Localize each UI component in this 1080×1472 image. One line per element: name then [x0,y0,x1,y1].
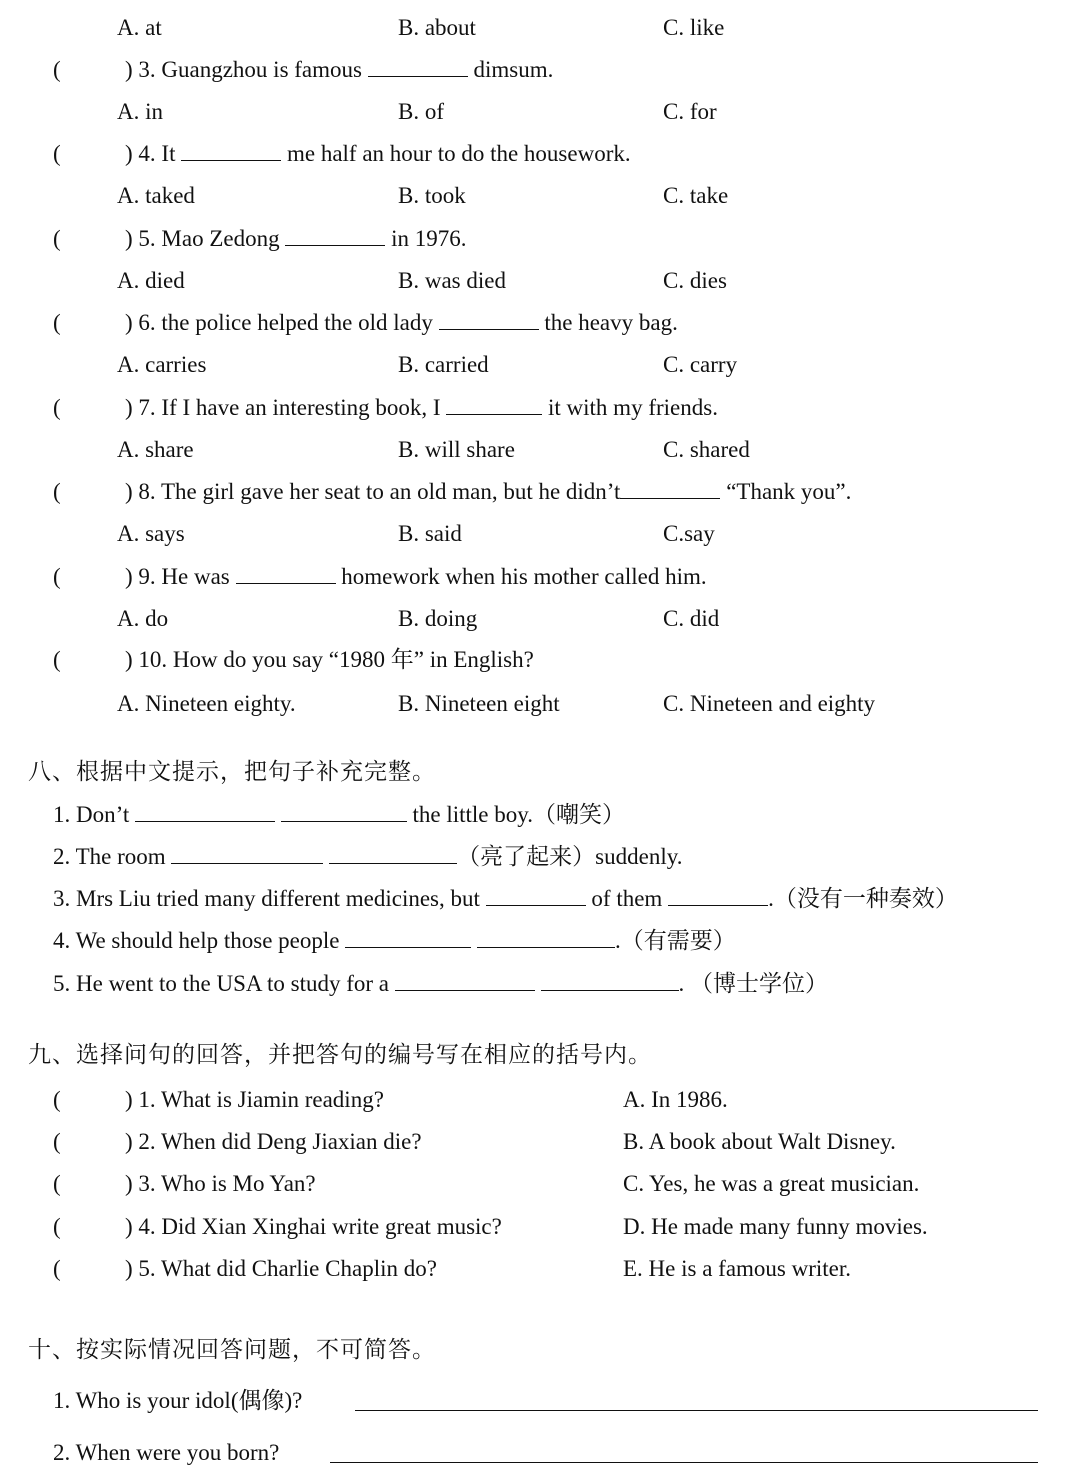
q8-paren: ( [53,479,61,504]
q6-option-c: C. carry [663,352,738,377]
q5-option-c: C. dies [663,268,727,293]
p9-answer-b: B. A book about Walt Disney. [623,1129,896,1154]
q9-blank[interactable] [236,565,336,584]
p9-answer-e: E. He is a famous writer. [623,1256,852,1281]
p8-item-4: 4. We should help those people .（有需要） [53,928,736,953]
q2-option-b: B. about [398,15,476,40]
q9-option-b: B. doing [398,606,478,631]
q5-option-b: B. was died [398,268,506,293]
q9-option-c: C. did [663,606,720,631]
p8-4-blank-2[interactable] [477,929,615,948]
p9-q1-text: ) 1. What is Jiamin reading? [125,1087,384,1112]
q3-paren: ( [53,57,61,82]
q7-blank[interactable] [446,396,542,415]
p8-5-blank-1[interactable] [395,972,535,991]
q6-option-b: B. carried [398,352,489,377]
q5-paren: ( [53,226,61,251]
q3-option-c: C. for [663,99,717,124]
q5-text: ) 5. Mao Zedong in 1976. [125,226,467,251]
p9-q4-paren: ( [53,1214,61,1239]
q4-option-b: B. took [398,183,466,208]
p9-q5-text: ) 5. What did Charlie Chaplin do? [125,1256,437,1281]
p8-1-blank-1[interactable] [135,803,275,822]
p8-item-5: 5. He went to the USA to study for a . （博士学位） [53,971,829,996]
q9-text: ) 9. He was homework when his mother called him. [125,564,707,589]
p8-item-2: 2. The room （亮了起来）suddenly. [53,844,683,869]
q3-text: ) 3. Guangzhou is famous dimsum. [125,57,554,82]
p8-2-blank-2[interactable] [329,845,457,864]
p8-2-blank-1[interactable] [171,845,323,864]
p8-5-blank-2[interactable] [541,972,679,991]
p9-q5-paren: ( [53,1256,61,1281]
q6-paren: ( [53,310,61,335]
q10-option-a: A. Nineteen eighty. [117,691,296,716]
q4-option-c: C. take [663,183,729,208]
q3-option-b: B. of [398,99,444,124]
p8-3-blank-2[interactable] [668,887,768,906]
q4-blank[interactable] [181,142,281,161]
q3-blank[interactable] [368,58,468,77]
p9-answer-c: C. Yes, he was a great musician. [623,1171,920,1196]
p8-3-blank-1[interactable] [486,887,586,906]
q9-option-a: A. do [117,606,169,631]
p9-q3-text: ) 3. Who is Mo Yan? [125,1171,316,1196]
q9-paren: ( [53,564,61,589]
q6-option-a: A. carries [117,352,207,377]
q10-option-b: B. Nineteen eight [398,691,560,716]
p9-q2-paren: ( [53,1129,61,1154]
p9-q3-paren: ( [53,1171,61,1196]
p9-answer-d: D. He made many funny movies. [623,1214,928,1239]
q6-text: ) 6. the police helped the old lady the heavy bag. [125,310,678,335]
q8-option-c: C.say [663,521,715,546]
p10-answer-line-1[interactable] [355,1410,1038,1411]
q6-blank[interactable] [439,311,539,330]
q8-option-a: A. says [117,521,185,546]
q7-text: ) 7. If I have an interesting book, I it with my friends. [125,395,718,420]
p10-question-1: 1. Who is your idol(偶像)? [53,1388,303,1413]
q7-option-c: C. shared [663,437,750,462]
q4-option-a: A. taked [117,183,195,208]
section-8-heading: 八、根据中文提示，把句子补充完整。 [28,759,436,784]
section-10-heading: 十、按实际情况回答问题，不可简答。 [28,1337,436,1362]
q5-blank[interactable] [285,227,385,246]
q4-text: ) 4. It me half an hour to do the housework. [125,141,631,166]
q10-text: ) 10. How do you say “1980 年” in English? [125,647,534,672]
p8-1-blank-2[interactable] [281,803,407,822]
p9-q1-paren: ( [53,1087,61,1112]
p9-q4-text: ) 4. Did Xian Xinghai write great music? [125,1214,502,1239]
q5-option-a: A. died [117,268,185,293]
p8-4-blank-1[interactable] [345,929,471,948]
q3-option-a: A. in [117,99,163,124]
q8-text: ) 8. The girl gave her seat to an old man, but he didn’t “Thank you”. [125,479,852,504]
p10-question-2: 2. When were you born? [53,1440,280,1465]
q7-paren: ( [53,395,61,420]
q10-option-c: C. Nineteen and eighty [663,691,876,716]
q7-option-b: B. will share [398,437,515,462]
q10-paren: ( [53,647,61,672]
p10-answer-line-2[interactable] [330,1462,1038,1463]
p9-q2-text: ) 2. When did Deng Jiaxian die? [125,1129,422,1154]
p9-answer-a: A. In 1986. [623,1087,728,1112]
q2-option-a: A. at [117,15,162,40]
q2-option-c: C. like [663,15,725,40]
q8-blank[interactable] [620,480,720,499]
q4-paren: ( [53,141,61,166]
p8-item-3: 3. Mrs Liu tried many different medicines, but of them .（没有一种奏效） [53,886,958,911]
section-9-heading: 九、选择问句的回答，并把答句的编号写在相应的括号内。 [28,1042,652,1067]
q7-option-a: A. share [117,437,194,462]
q8-option-b: B. said [398,521,462,546]
p8-item-1: 1. Don’t the little boy.（嘲笑） [53,802,626,827]
